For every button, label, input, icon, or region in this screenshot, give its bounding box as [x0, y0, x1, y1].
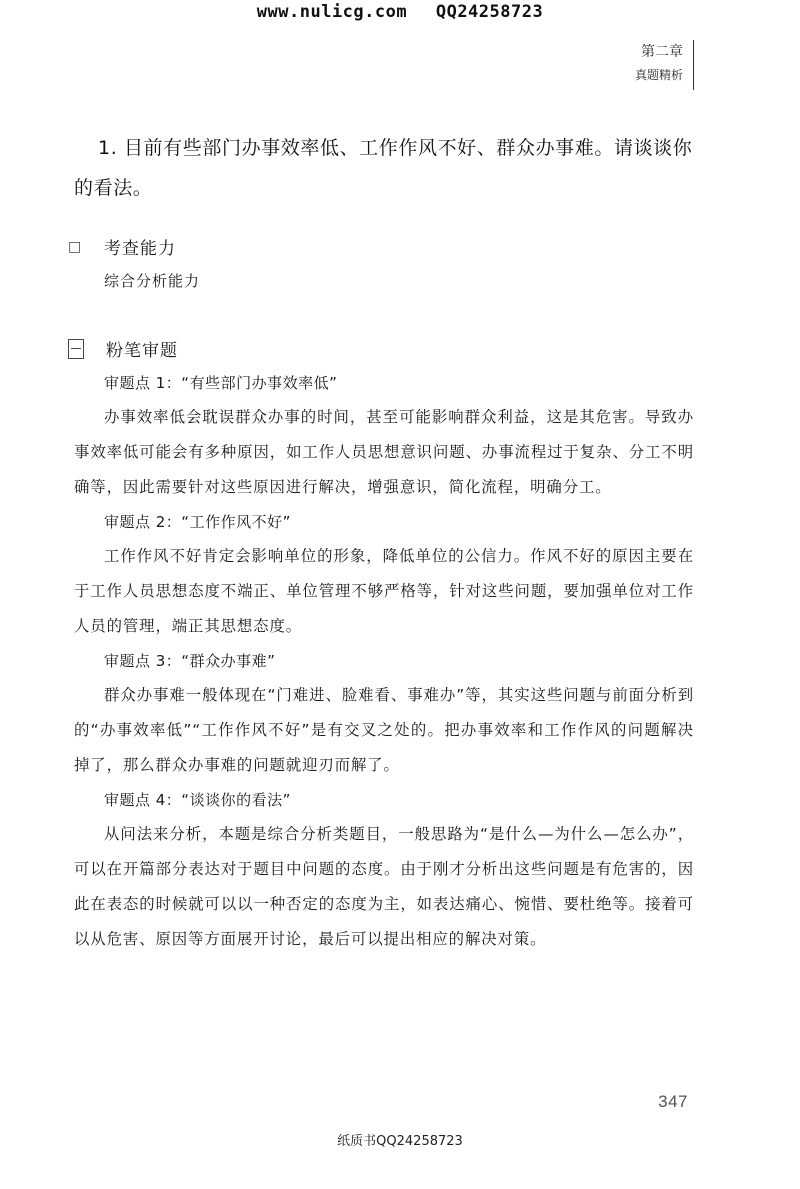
ability-content: 综合分析能力	[104, 272, 201, 290]
bottom-watermark: 纸质书QQ24258723	[337, 1134, 463, 1149]
chapter-header	[635, 40, 694, 90]
point-body: 从问法来分析，本题是综合分析类题目，一般思路为“是什么—为什么—怎么办”，可以在开篇部分表达对于题目中问题的态度。由于刚才分析出这些问题是有危害的，因此在表态的时候就可以以一种否定的态度为主，如表达痛心、惋惜、要杜绝等。接着可以从危害、原因等方面展开讨论，最后可以提出相应的解决对策。	[74, 825, 694, 948]
point-body: 工作作风不好肯定会影响单位的形象，降低单位的公信力。作风不好的原因主要在于工作人员思想态度不端正、单位管理不够严格等，针对这些问题，要加强单位对工作人员的管理，端正其思想态度。	[74, 547, 694, 635]
review-heading-text: 粉笔审题	[106, 341, 178, 361]
square-bullet-icon: □	[68, 238, 82, 255]
ability-heading	[68, 234, 176, 259]
chapter-subtitle: 真题精析	[634, 68, 683, 82]
point-title: 审题点 4：“谈谈你的看法”	[104, 791, 291, 809]
watermark-site: www.nulicg.com	[256, 2, 408, 22]
review-points	[74, 366, 694, 957]
chapter-title: 第二章	[641, 44, 683, 60]
ability-heading-text: 考查能力	[104, 239, 176, 259]
chalk-bullet-icon	[68, 339, 84, 359]
review-heading	[68, 336, 178, 361]
point-title: 审题点 1：“有些部门办事效率低”	[104, 374, 338, 392]
question-text: 1. 目前有些部门办事效率低、工作作风不好、群众办事难。请谈谈你的看法。	[74, 137, 693, 199]
point-body: 办事效率低会耽误群众办事的时间，甚至可能影响群众利益，这是其危害。导致办事效率低可能会有多种原因，如工作人员思想意识问题、办事流程过于复杂、分工不明确等，因此需要针对这些原因进行解决，增强意识，简化流程，明确分工。	[74, 408, 694, 496]
point-title: 审题点 2：“工作作风不好”	[104, 513, 291, 531]
watermark-qq: QQ24258723	[435, 2, 544, 22]
page-number: 347	[658, 1092, 688, 1111]
point-title: 审题点 3：“群众办事难”	[104, 652, 276, 670]
top-watermark	[0, 2, 800, 22]
point-body: 群众办事难一般体现在“门难进、脸难看、事难办”等，其实这些问题与前面分析到的“办事效率低”“工作作风不好”是有交叉之处的。把办事效率和工作作风的问题解决掉了，那么群众办事难的问题就迎刃而解了。	[74, 686, 694, 774]
